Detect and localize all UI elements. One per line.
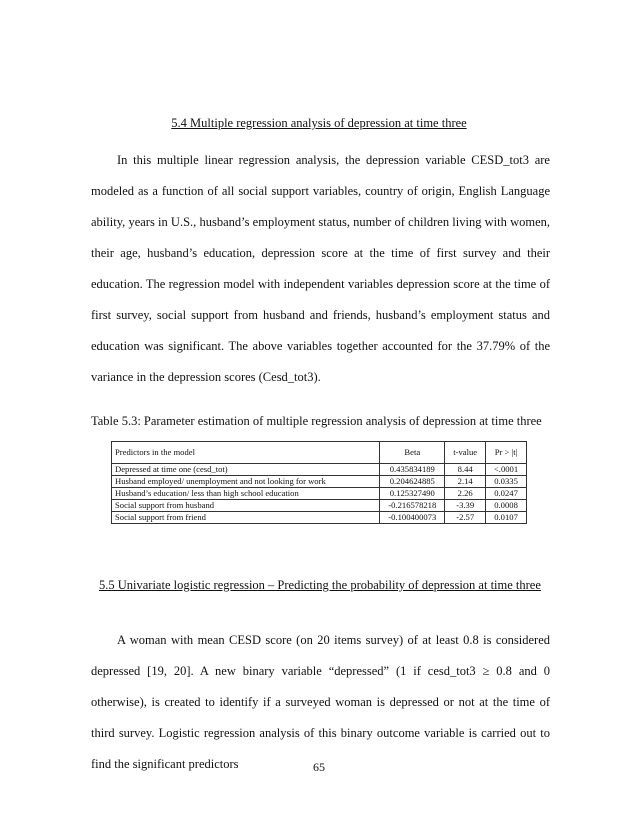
header-predictors: Predictors in the model: [112, 442, 380, 464]
table-row: [112, 488, 527, 500]
table-row: [112, 512, 527, 524]
cell-predictor: Husband’s education/ less than high school education: [112, 488, 380, 500]
cell-beta: -0.216578218: [380, 500, 445, 512]
table-header-row: [112, 442, 527, 464]
cell-predictor: Social support from friend: [112, 512, 380, 524]
cell-beta: 0.125327490: [380, 488, 445, 500]
cell-t-value: 8.44: [445, 464, 486, 476]
cell-pr: 0.0008: [486, 500, 527, 512]
header-pr: Pr > |t|: [486, 442, 527, 464]
cell-pr: 0.0335: [486, 476, 527, 488]
cell-predictor: Social support from husband: [112, 500, 380, 512]
cell-predictor: Depressed at time one (cesd_tot): [112, 464, 380, 476]
table-row: [112, 476, 527, 488]
table-row: [112, 464, 527, 476]
section-heading: 5.4 Multiple regression analysis of depression at time three: [171, 116, 467, 130]
paragraph-regression-description: In this multiple linear regression analysis, the depression variable CESD_tot3 are modeled as a function of all social support variables, country of origin, English Language ability, years in U.S., husband’s employment status, number of children living with women, their age, husband’s education, depression score at the time of first survey and their education. The regression model with independent variables depression score at the time of first survey, social support from husband and friends, husband’s employment status and education was significant. The above variables together accounted for the 37.79% of the variance in the depression scores (Cesd_tot3).: [91, 153, 550, 384]
cell-beta: -0.100400073: [380, 512, 445, 524]
cell-pr: 0.0107: [486, 512, 527, 524]
cell-predictor: Husband employed/ unemployment and not looking for work: [112, 476, 380, 488]
page-number: 65: [313, 760, 325, 774]
header-beta: Beta: [380, 442, 445, 464]
cell-t-value: 2.14: [445, 476, 486, 488]
table-caption: Table 5.3: Parameter estimation of multiple regression analysis of depression at time three: [91, 414, 542, 428]
section-heading-logistic: 5.5 Univariate logistic regression – Predicting the probability of depression at time three: [99, 578, 541, 592]
cell-t-value: 2.26: [445, 488, 486, 500]
cell-pr: 0.0247: [486, 488, 527, 500]
cell-t-value: -3.39: [445, 500, 486, 512]
header-t-value: t-value: [445, 442, 486, 464]
cell-beta: 0.204624885: [380, 476, 445, 488]
cell-pr: <.0001: [486, 464, 527, 476]
table-row: [112, 500, 527, 512]
cell-beta: 0.435834189: [380, 464, 445, 476]
cell-t-value: -2.57: [445, 512, 486, 524]
regression-table: [111, 441, 527, 524]
paragraph-logistic-description: A woman with mean CESD score (on 20 items survey) of at least 0.8 is considered depressed [19, 20]. A new binary variable “depressed” (1 if cesd_tot3 ≥ 0.8 and 0 otherwise), is created to identify if a surveyed woman is depressed or not at the time of third survey. Logistic regression analysis of this binary outcome variable is carried out to find the significant predictors: [91, 633, 550, 771]
